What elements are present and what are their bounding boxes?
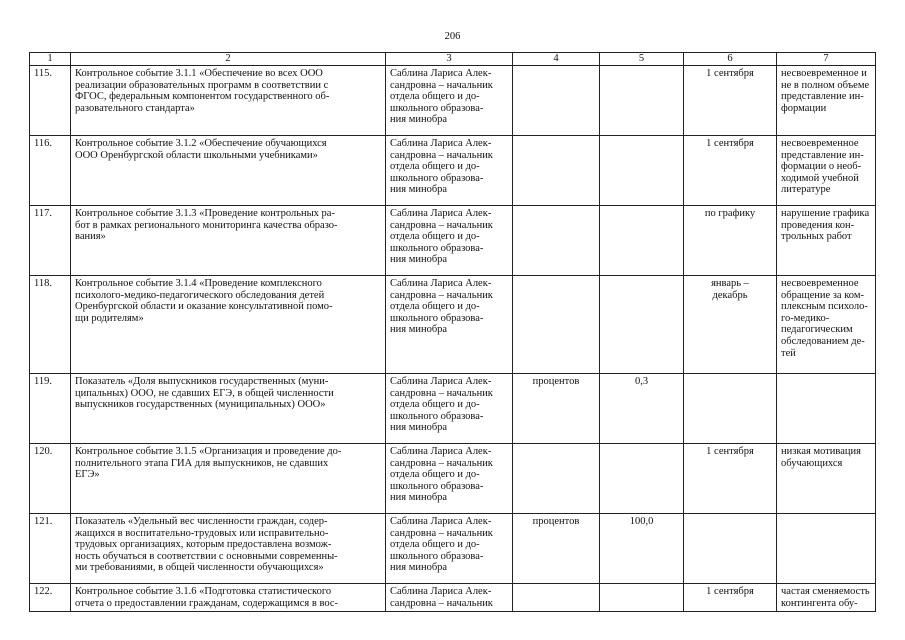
row-number: 121. [30,514,71,584]
row-number: 119. [30,374,71,444]
table-row [30,584,876,612]
table-row [30,206,876,276]
row-number: 115. [30,66,71,136]
row-risk [777,374,876,444]
row-risk: нарушение графика проведения кон- трольных работ [777,206,876,276]
header-col-7: 7 [777,53,876,66]
header-col-4: 4 [513,53,600,66]
row-responsible: Саблина Лариса Алек- сандровна – начальник отдела общего и до- школьного образова- ния минобра [386,276,513,374]
header-col-3: 3 [386,53,513,66]
row-value: 100,0 [600,514,684,584]
row-responsible: Саблина Лариса Алек- сандровна – начальник [386,584,513,612]
row-date: 1 сентября [684,584,777,612]
row-date: по графику [684,206,777,276]
row-description: Контрольное событие 3.1.5 «Организация и проведение до- полнительного этапа ГИА для выпускников, не сдавших ЕГЭ» [71,444,386,514]
header-col-1: 1 [30,53,71,66]
table-row [30,66,876,136]
header-row [30,53,876,66]
row-value [600,584,684,612]
row-unit [513,276,600,374]
row-date [684,514,777,584]
row-unit [513,136,600,206]
row-description: Контрольное событие 3.1.3 «Проведение контрольных ра- бот в рамках регионального мониторинга качества образо- вания» [71,206,386,276]
row-number: 122. [30,584,71,612]
row-value [600,276,684,374]
table-row [30,444,876,514]
row-description: Показатель «Доля выпускников государственных (муни- ципальных) ООО, не сдавших ЕГЭ, в общей численности выпускников государственных (муниципальных) ООО» [71,374,386,444]
row-number: 118. [30,276,71,374]
row-risk [777,514,876,584]
row-unit [513,584,600,612]
row-date: 1 сентября [684,444,777,514]
row-value [600,206,684,276]
row-unit: процентов [513,514,600,584]
row-description: Контрольное событие 3.1.2 «Обеспечение обучающихся ООО Оренбургской области школьными учебниками» [71,136,386,206]
row-responsible: Саблина Лариса Алек- сандровна – начальник отдела общего и до- школьного образова- ния минобра [386,206,513,276]
row-value: 0,3 [600,374,684,444]
row-date: 1 сентября [684,136,777,206]
header-col-2: 2 [71,53,386,66]
table-row [30,276,876,374]
row-risk: несвоевременное обращение за ком- плексным психоло- го-медико- педагогическим обследованием де- тей [777,276,876,374]
page-number: 206 [444,31,461,42]
row-risk: частая сменяемость контингента обу- [777,584,876,612]
row-date: январь – декабрь [684,276,777,374]
row-description: Контрольное событие 3.1.1 «Обеспечение во всех ООО реализации образовательных программ в соответствии с ФГОС, федеральным компонентом государственного об- разовательного стандарта» [71,66,386,136]
row-date [684,374,777,444]
row-unit [513,444,600,514]
plan-table [29,52,876,612]
row-number: 120. [30,444,71,514]
row-value [600,136,684,206]
row-value [600,444,684,514]
row-number: 116. [30,136,71,206]
row-responsible: Саблина Лариса Алек- сандровна – начальник отдела общего и до- школьного образова- ния минобра [386,136,513,206]
row-unit: процентов [513,374,600,444]
row-risk: низкая мотивация обучающихся [777,444,876,514]
row-description: Контрольное событие 3.1.6 «Подготовка статистического отчета о предоставлении гражданам, содержащимся в вос- [71,584,386,612]
table-row [30,514,876,584]
row-description: Показатель «Удельный вес численности граждан, содер- жащихся в воспитательно-трудовых или исправительно- трудовых организациях, которым предоставлена возмож- ность обучаться в соответствии с основными современны- ми требованиями, в общей численности обучающихся» [71,514,386,584]
header-col-5: 5 [600,53,684,66]
row-responsible: Саблина Лариса Алек- сандровна – начальник отдела общего и до- школьного образова- ния минобра [386,66,513,136]
row-unit [513,206,600,276]
table-row [30,136,876,206]
row-value [600,66,684,136]
row-unit [513,66,600,136]
row-description: Контрольное событие 3.1.4 «Проведение комплексного психолого-медико-педагогического обследования детей Оренбургской области и оказание консультативной помо- щи родителям» [71,276,386,374]
row-responsible: Саблина Лариса Алек- сандровна – начальник отдела общего и до- школьного образова- ния минобра [386,444,513,514]
table-row [30,374,876,444]
header-col-6: 6 [684,53,777,66]
row-responsible: Саблина Лариса Алек- сандровна – начальник отдела общего и до- школьного образова- ния минобра [386,514,513,584]
row-risk: несвоевременное представление ин- формации о необ- ходимой учебной литературе [777,136,876,206]
row-responsible: Саблина Лариса Алек- сандровна – начальник отдела общего и до- школьного образова- ния минобра [386,374,513,444]
row-risk: несвоевременное и не в полном объеме представление ин- формации [777,66,876,136]
row-number: 117. [30,206,71,276]
row-date: 1 сентября [684,66,777,136]
